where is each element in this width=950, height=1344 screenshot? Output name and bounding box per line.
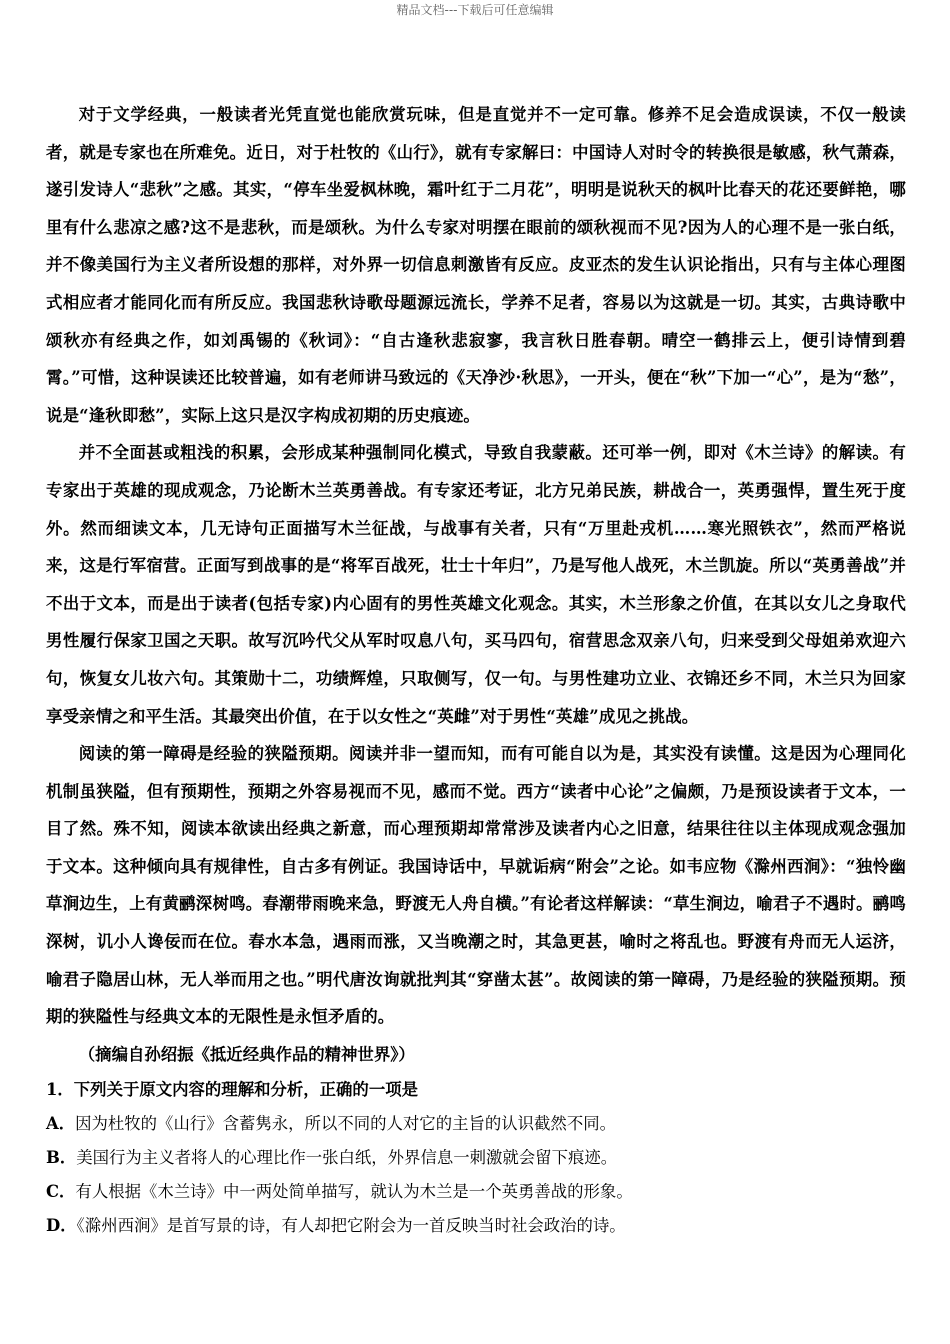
option-a-text: 因为杜牧的《山行》含蓄隽永，所以不同的人对它的主旨的认识截然不同。 bbox=[75, 1114, 616, 1134]
option-b bbox=[46, 1141, 906, 1175]
option-b-key: B． bbox=[46, 1148, 77, 1168]
paragraph-3: 阅读的第一障碍是经验的狭隘预期。阅读并非一望而知，而有可能自以为是，其实没有读懂。这是因为心理同化机制虽狭隘，但有预期性，预期之外容易视而不见，感而不觉。西方“读者中心论”之偏颇，乃是预设读者于文本，一目了然。殊不知，阅读本欲读出经典之新意，而心理预期却常常涉及读者内心之旧意，结果往往以主体现成观念强加于文本。这种倾向具有规律性，自古多有例证。我国诗话中，早就诟病“附会”之论。如韦应物《滁州西涧》：“独怜幽草涧边生，上有黄鹂深树鸣。春潮带雨晚来急，野渡无人舟自横。”有论者这样解读：“草生涧边，喻君子不遇时。鹂鸣深树，讥小人谗佞而在位。春水本急，遇雨而涨，又当晚潮之时，其急更甚，喻时之将乱也。野渡有舟而无人运济，喻君子隐居山林，无人举而用之也。”明代唐汝询就批判其“穿凿太甚”。故阅读的第一障碍，乃是经验的狭隘预期。预期的狭隘性与经典文本的无限性是永恒矛盾的。 bbox=[46, 744, 906, 1027]
option-a bbox=[46, 1107, 906, 1141]
option-d-key: D． bbox=[46, 1216, 77, 1236]
option-c bbox=[46, 1175, 906, 1209]
option-c-key: C． bbox=[46, 1182, 76, 1202]
option-d bbox=[46, 1209, 906, 1243]
option-a-key: A． bbox=[46, 1114, 76, 1134]
paragraph-1: 对于文学经典，一般读者光凭直觉也能欣赏玩味，但是直觉并不一定可靠。修养不足会造成误读，不仅一般读者，就是专家也在所难免。近日，对于杜牧的《山行》，就有专家解曰：中国诗人对时令的转换很是敏感，秋气萧森，遂引发诗人“悲秋”之感。其实，“停车坐爱枫林晚，霜叶红于二月花”，明明是说秋天的枫叶比春天的花还要鲜艳，哪里有什么悲凉之感?这不是悲秋，而是颂秋。为什么专家对明摆在眼前的颂秋视而不见?因为人的心理不是一张白纸，并不像美国行为主义者所设想的那样，对外界一切信息刺激皆有反应。皮亚杰的发生认识论指出，只有与主体心理图式相应者才能同化而有所反应。我国悲秋诗歌母题源远流长，学养不足者，容易以为这就是一切。其实，古典诗歌中颂秋亦有经典之作，如刘禹锡的《秋词》：“自古逢秋悲寂寥，我言秋日胜春朝。晴空一鹤排云上，便引诗情到碧霄。”可惜，这种误读还比较普遍，如有老师讲马致远的《天净沙·秋思》，一开头，便在“秋”下加一“心”，是为“愁”，说是“逢秋即愁”，实际上这只是汉字构成初期的历史痕迹。 bbox=[46, 105, 906, 425]
source-citation: （摘编自孙绍振《抵近经典作品的精神世界》） bbox=[78, 1044, 415, 1064]
question-1 bbox=[46, 1073, 906, 1243]
paragraph-2: 并不全面甚或粗浅的积累，会形成某种强制同化模式，导致自我蒙蔽。还可举一例，即对《木兰诗》的解读。有专家出于英雄的现成观念，乃论断木兰英勇善战。有专家还考证，北方兄弟民族，耕战合一，英勇强悍，置生死于度外。然而细读文本，几无诗句正面描写木兰征战，与战事有关者，只有“万里赴戎机……寒光照铁衣”，然而严格说来，这是行军宿营。正面写到战事的是“将军百战死，壮士十年归”，乃是写他人战死，木兰凯旋。所以“英勇善战”并不出于文本，而是出于读者(包括专家)内心固有的男性英雄文化观念。其实，木兰形象之价值，在其以女儿之身取代男性履行保家卫国之天职。故写沉吟代父从军时叹息八句，买马四句，宿营思念双亲八句，归来受到父母姐弟欢迎六句，恢复女儿妆六句。其策勋十二，功绩辉煌，只取侧写，仅一句。与男性建功立业、衣锦还乡不同，木兰只为回家享受亲情之和平生活。其最突出价值，在于以女性之“英雌”对于男性“英雄”成见之挑战。 bbox=[46, 443, 906, 726]
question-title: 1．下列关于原文内容的理解和分析，正确的一项是 bbox=[46, 1080, 418, 1100]
option-c-text: 有人根据《木兰诗》中一两处简单描写，就认为木兰是一个英勇善战的形象。 bbox=[75, 1182, 633, 1202]
page-header: 精品文档---下载后可任意编辑 bbox=[396, 3, 554, 17]
option-b-text: 美国行为主义者将人的心理比作一张白纸，外界信息一刺激就会留下痕迹。 bbox=[76, 1148, 618, 1168]
document-body bbox=[46, 96, 906, 1243]
option-d-text: 《滁州西涧》是首写景的诗，有人却把它附会为一首反映当时社会政治的诗。 bbox=[76, 1216, 626, 1236]
